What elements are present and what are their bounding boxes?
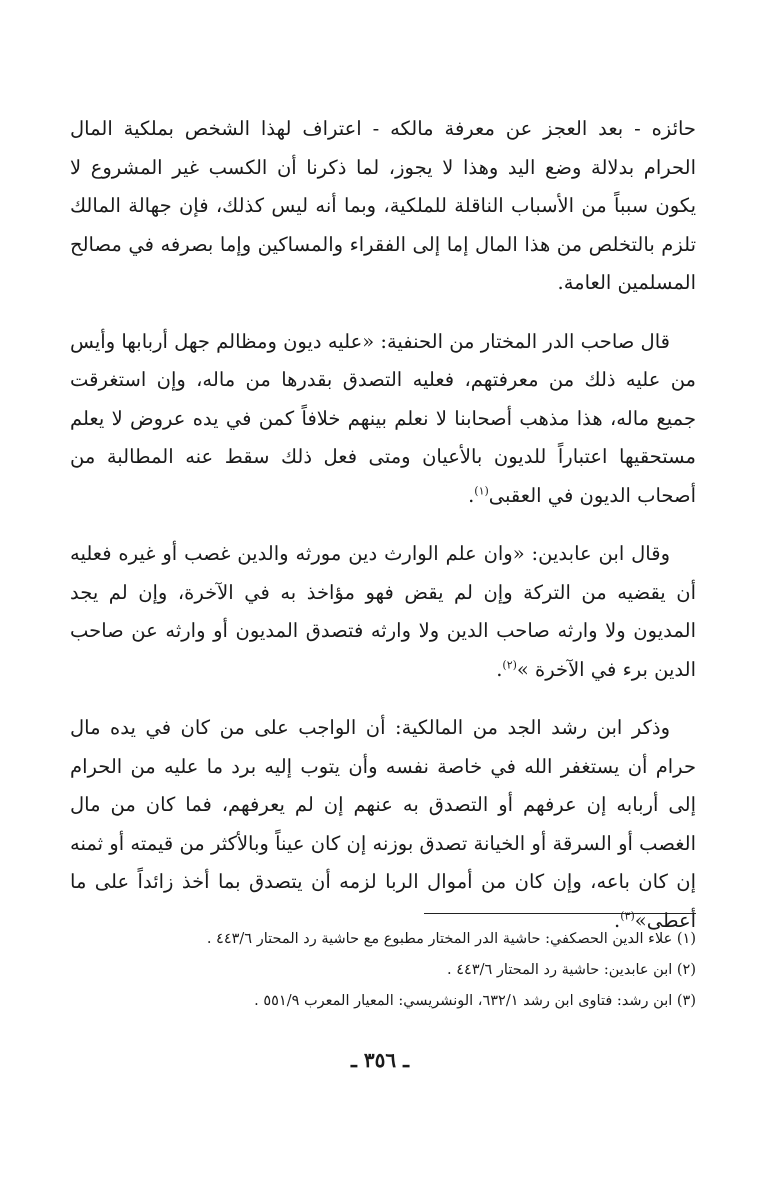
paragraph-4-tail: . [614,908,621,932]
footnotes [70,924,696,1017]
page-number: ـ ٣٥٦ ـ [351,1048,409,1072]
paragraph-4 [70,709,696,940]
footnote-3: (٣) ابن رشد: فتاوى ابن رشد ٦٣٢/١، الونشريسي: المعيار المعرب ٥٥١/٩ . [254,993,696,1009]
footnote-ref-3[interactable]: (٣) [620,909,635,922]
footnote-2: (٢) ابن عابدين: حاشية رد المحتار ٤٤٣/٦ . [447,962,696,978]
paragraph-1-text: حائزه - بعد العجز عن معرفة مالكه - اعتراف لهذا الشخص بملكية المال الحرام بدلالة وضع اليد وهذا لا يجوز، لما ذكرنا أن الكسب غير المشروع لا يكون سبباً من الأسباب الناقلة للملكية، وبما أنه ليس كذلك، فإن جهالة المالك تلزم بالتخلص من هذا المال إما إلى الفقراء والمساكين وإما بصرفه في مصالح المسلمين العامة. [70,117,696,294]
paragraph-3-text: وقال ابن عابدين: «وان علم الوارث دين مورثه والدين غصب أو غيره فعليه أن يقضيه من التركة وإن لم يقض فهو مؤاخذ به في الآخرة، وإن لم يجد المديون ولا وارثه صاحب الدين ولا وارثه فتصدق المديون أو وارثه عن صاحب الدين برء في الآخرة » [70,542,696,681]
paragraph-3 [70,535,696,689]
footnote-ref-2[interactable]: (٢) [502,658,517,671]
main-text [70,110,696,960]
paragraph-2-tail: . [468,483,475,507]
paragraph-4-text: وذكر ابن رشد الجد من المالكية: أن الواجب على من كان في يده مال حرام أن يستغفر الله في خاصة نفسه وأن يتوب إليه برد ما عليه من الحرام إلى أربابه إن عرفهم أو التصدق به عنهم إن لم يعرفهم، فما كان من مال الغصب أو السرقة أو الخيانة تصدق بوزنه إن كان عيناً وبالأكثر من قيمته أو ثمنه إن كان باعه، وإن كان من أموال الربا لزمه أن يتصدق بما أخذ زائداً على ما أعطى» [70,716,696,932]
paragraph-3-tail: . [496,657,503,681]
footnote-divider [424,913,696,914]
paragraph-2-text: قال صاحب الدر المختار من الحنفية: «عليه ديون ومظالم جهل أربابها وأيس من عليه ذلك من معرفتهم، فعليه التصدق بقدرها من ماله، وإن استغرقت جميع ماله، هذا مذهب أصحابنا لا نعلم بينهم خلافاً كمن في يده عروض لا يعلم مستحقيها اعتباراً للديون بالأعيان ومتى فعل ذلك سقط عنه المطالبة من أصحاب الديون في العقبى [70,329,696,507]
paragraph-2 [70,323,696,516]
paragraph-1 [70,110,696,303]
footnote-1: (١) علاء الدين الحصكفي: حاشية الدر المختار مطبوع مع حاشية رد المحتار ٤٤٣/٦ . [206,931,696,947]
footnote-ref-1[interactable]: (١) [474,484,489,497]
